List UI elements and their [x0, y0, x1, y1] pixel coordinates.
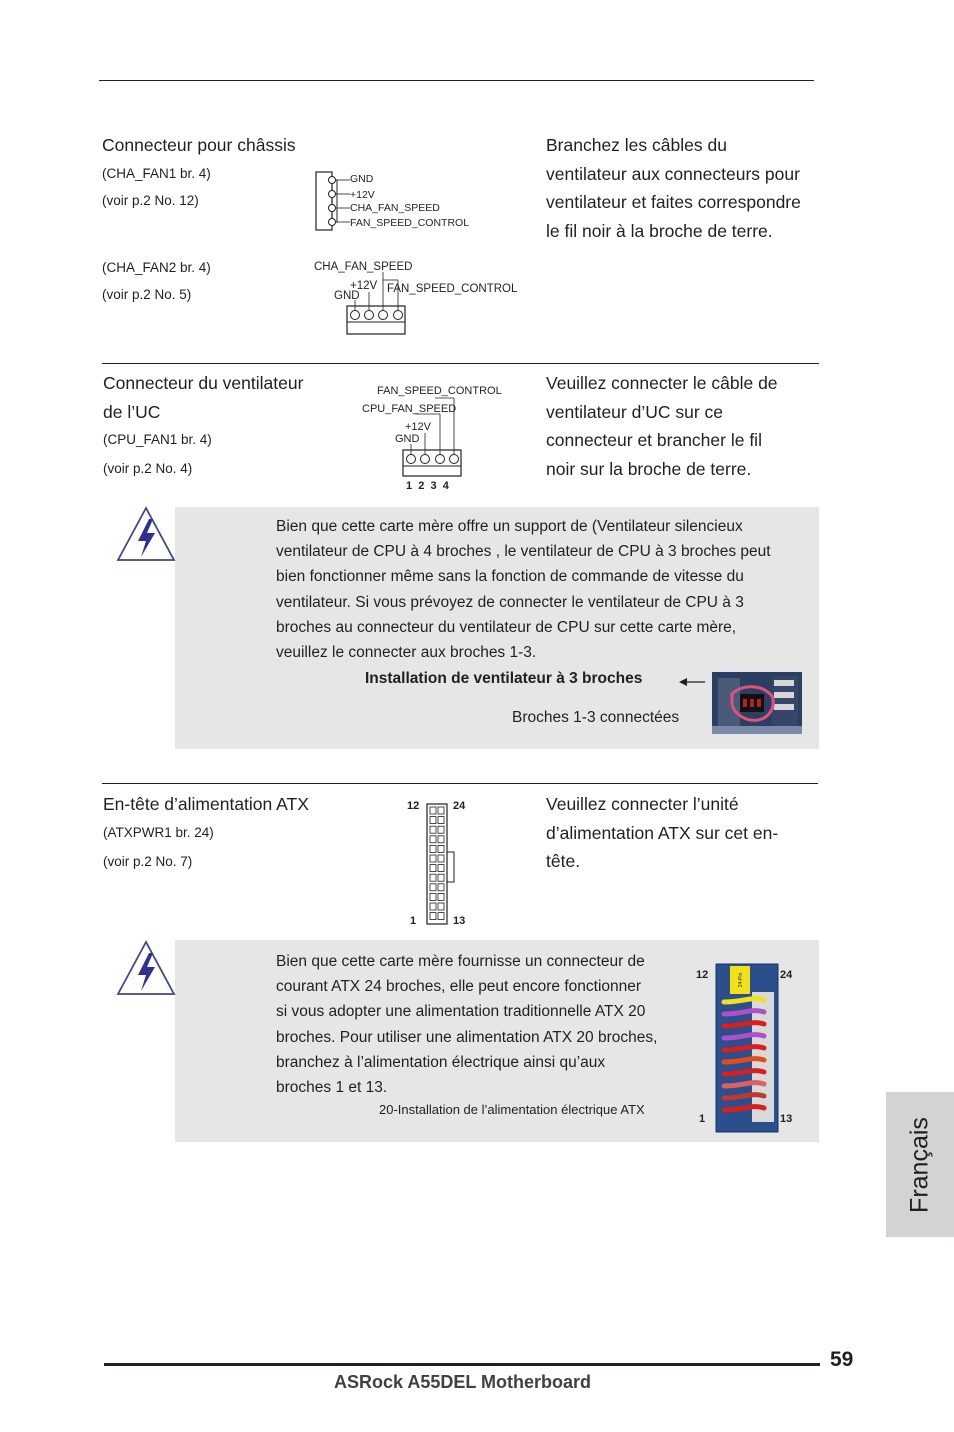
atx-pin: [438, 884, 444, 891]
warning-icon: [115, 505, 177, 563]
atx-pin: [430, 817, 436, 824]
atx-pin: [438, 826, 444, 833]
atx-pin: [438, 836, 444, 843]
chassis-fan2-diagram: [312, 258, 522, 338]
atx-title: En-tête d’alimentation ATX: [103, 794, 309, 814]
fan-connector-photo: [712, 672, 802, 734]
atx-label-12: 12: [407, 800, 420, 812]
photo-label-1: 1: [699, 1113, 706, 1125]
pin-label-gnd: GND: [350, 173, 374, 185]
install-title: Installation de ventilateur à 3 broches: [365, 670, 643, 687]
cpu-ref: (CPU_FAN1 br. 4): [103, 432, 212, 447]
label-gnd: GND: [395, 433, 420, 445]
chassis-fan2-page: (voir p.2 No. 5): [102, 287, 192, 302]
atx-connector-diagram: [400, 796, 480, 932]
label-12v: +12V: [405, 421, 431, 433]
label-12v: +12V: [350, 280, 378, 292]
pin-label-fan-speed-control: FAN_SPEED_CONTROL: [350, 217, 470, 229]
arrow-left-icon: [679, 677, 707, 687]
atx-pin: [438, 855, 444, 862]
footer-title: ASRock A55DEL Motherboard: [334, 1372, 592, 1392]
atx-pin: [430, 893, 436, 900]
atx-pin: [430, 826, 436, 833]
atx-pin: [430, 865, 436, 872]
label-cha-fan-speed: CHA_FAN_SPEED: [314, 261, 413, 273]
atx-label-24: 24: [453, 800, 466, 812]
atx-pin: [430, 884, 436, 891]
pin-label-12v: +12V: [350, 189, 375, 201]
language-tab-label: Français: [905, 1116, 934, 1213]
chassis-description: Branchez les câbles du ventilateur aux connecteurs pour ventilateur et faites correspondre le fil noir à la broche de terre.: [546, 135, 801, 241]
label-gnd: GND: [334, 290, 360, 302]
cpu-description: Veuillez connecter le câble de ventilateur d’UC sur ce connecteur et brancher le fil noir sur la broche de terre.: [546, 373, 778, 479]
chassis-fan2-ref: (CHA_FAN2 br. 4): [102, 260, 211, 275]
atx-ref: (ATXPWR1 br. 24): [103, 825, 214, 840]
atx-pin: [438, 903, 444, 910]
atx-pin: [430, 836, 436, 843]
label-cpu-fan-speed: CPU_FAN_SPEED: [362, 403, 457, 415]
section-rule-2: [102, 783, 818, 784]
atx-pin: [438, 893, 444, 900]
pins-connected-caption: Broches 1-3 connectées: [512, 709, 680, 726]
cpu-page: (voir p.2 No. 4): [103, 461, 193, 476]
atx-install-photo: [694, 962, 800, 1134]
cpu-title: Connecteur du ventilateur de l’UC: [103, 373, 304, 422]
footer-rule: [104, 1363, 820, 1366]
atx-install-caption: 20-Installation de l’alimentation électrique ATX: [379, 1102, 645, 1117]
pin-label-cha-fan-speed: CHA_FAN_SPEED: [350, 202, 440, 214]
atx-pin: [438, 865, 444, 872]
atx-pin: [438, 807, 444, 814]
atx-warning-text: Bien que cette carte mère fournisse un connecteur de courant ATX 24 broches, elle peut encore fonctionner si vous adopter une alimentation traditionnelle ATX 20 broches. Pour utiliser une alimentation ATX 20 broches, branchez à l’alimentation électrique ainsi qu’aux broches 1 et 13.: [276, 953, 658, 1097]
pin-numbers: 1 2 3 4: [406, 480, 449, 492]
atx-pin: [430, 913, 436, 920]
atx-label-13: 13: [453, 915, 466, 927]
chassis-title: Connecteur pour châssis: [102, 135, 296, 155]
atx-pin: [438, 845, 444, 852]
chassis-fan1-diagram: [310, 168, 490, 234]
page-number: 59: [830, 1348, 854, 1371]
top-rule: [99, 80, 814, 81]
language-tab: [886, 1092, 954, 1237]
photo-label-24: 24: [780, 969, 793, 981]
atx-pin: [430, 807, 436, 814]
atx-pin: [430, 845, 436, 852]
atx-pin: [438, 913, 444, 920]
atx-pin: [430, 874, 436, 881]
label-fan-speed-control: FAN_SPEED_CONTROL: [377, 385, 502, 397]
atx-description: Veuillez connecter l’unité d’alimentation ATX sur cet en- tête.: [546, 794, 779, 871]
cpu-fan-diagram: [355, 380, 505, 494]
atx-pin: [430, 855, 436, 862]
photo-label-12: 12: [696, 969, 709, 981]
svg-text:24-Pin: 24-Pin: [738, 972, 744, 988]
chassis-fan1-page: (voir p.2 No. 12): [102, 193, 199, 208]
atx-label-1: 1: [410, 915, 417, 927]
atx-page: (voir p.2 No. 7): [103, 854, 193, 869]
atx-pin: [438, 874, 444, 881]
label-fan-speed-control: FAN_SPEED_CONTROL: [387, 283, 518, 295]
chassis-fan1-ref: (CHA_FAN1 br. 4): [102, 166, 211, 181]
atx-pin: [430, 903, 436, 910]
warning-icon: [115, 939, 177, 997]
cpu-warning-text: Bien que cette carte mère offre un support de (Ventilateur silencieux ventilateur de CPU à 4 broches , le ventilateur de CPU à 3 broches peut bien fonctionner même sans la fonction de commande de vitesse du ventilateur. Si vous prévoyez de connecter le ventilateur de CPU à 3 broches au connecteur du ventilateur de CPU sur cette carte mère, veuillez le connecter aux broches 1-3.: [276, 518, 771, 662]
atx-pin: [438, 817, 444, 824]
section-rule-1: [102, 363, 819, 364]
photo-label-13: 13: [780, 1113, 793, 1125]
